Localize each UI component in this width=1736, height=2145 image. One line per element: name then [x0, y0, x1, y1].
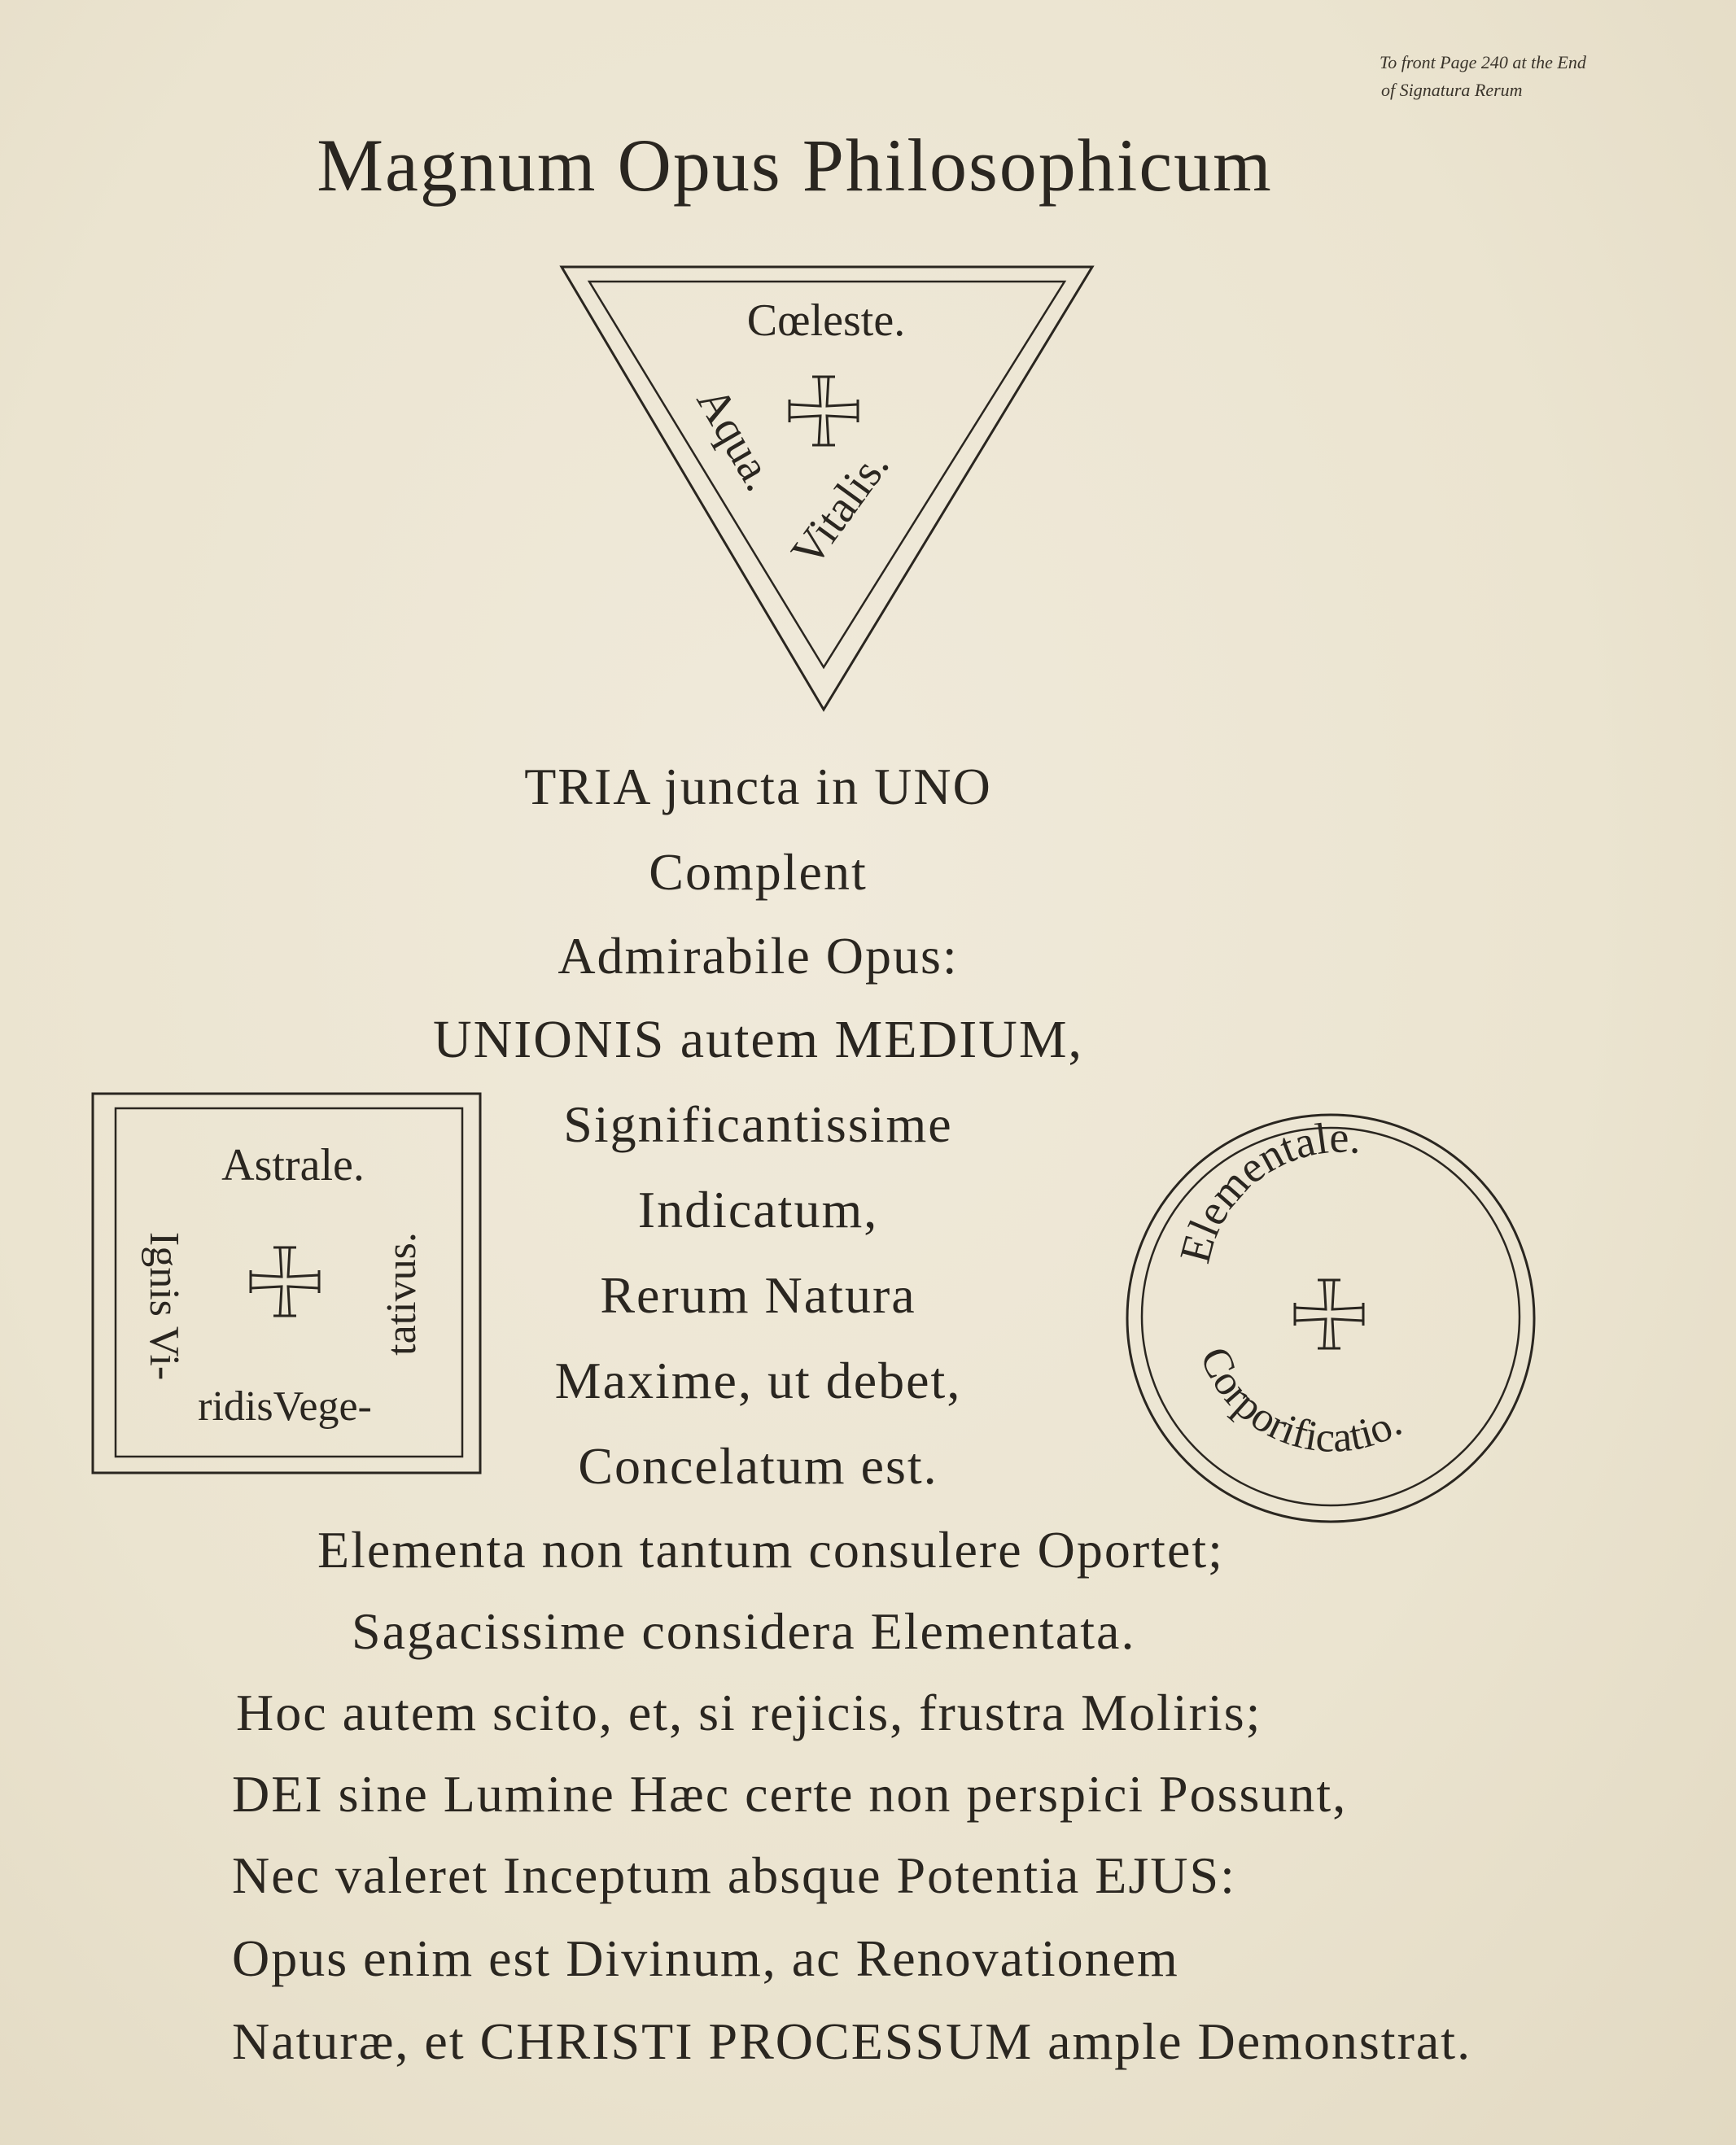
verse-line: Sagacissime considera Elementata. [352, 1602, 1136, 1660]
circle-top-arc-text: Elementale. [1170, 1112, 1364, 1268]
square-left-side-text: Ignis Vi- [141, 1231, 187, 1381]
center-line: TRIA juncta in UNO [524, 758, 992, 815]
center-line: Significantissime [563, 1095, 953, 1153]
center-line: Maxime, ut debet, [554, 1352, 962, 1409]
cross-pattee-icon [1295, 1280, 1363, 1348]
triangle-symbol [553, 260, 1107, 716]
cross-pattee-icon [251, 1247, 319, 1316]
verse-line: Hoc autem scito, et, si rejicis, frustra Moliris; [236, 1684, 1262, 1741]
triangle-top-label: Cœleste. [746, 295, 906, 346]
triangle-left-arc-text: Aqua. [686, 378, 786, 500]
square-right-side-text: tativus. [378, 1232, 425, 1356]
triangle-right-arc-text: Vitalis. [781, 440, 899, 576]
page-title: Magnum Opus Philosophicum [317, 124, 1273, 207]
verse-line: Nec valeret Inceptum absque Potentia EJUS: [232, 1846, 1236, 1904]
verse-line: DEI sine Lumine Hæc certe non perspici Possunt, [232, 1765, 1348, 1823]
center-line: UNIONIS autem MEDIUM, [432, 1010, 1084, 1069]
verse-line: Elementa non tantum consulere Oportet; [317, 1521, 1224, 1579]
circle-symbol [1119, 1107, 1542, 1530]
square-symbol [90, 1090, 488, 1481]
verse-line: Opus enim est Divinum, ac Renovationem [232, 1929, 1179, 1987]
corner-plate-note [1380, 49, 1705, 104]
square-top-label: Astrale. [221, 1140, 365, 1190]
cross-pattee-icon [789, 377, 858, 445]
corner-note-line-1: To front Page 240 at the End [1380, 52, 1586, 72]
circle-bottom-arc-text: Corporificatio. [1191, 1340, 1410, 1462]
verse-line: Naturæ, et CHRISTI PROCESSUM ample Demonstrat. [232, 2012, 1472, 2070]
center-line: Complent [649, 843, 868, 901]
corner-note-line-2: of Signatura Rerum [1381, 80, 1523, 100]
center-line: Admirabile Opus: [558, 927, 959, 985]
center-line: Concelatum est. [578, 1437, 938, 1495]
center-line: Rerum Natura [600, 1266, 916, 1324]
center-line: Indicatum, [637, 1181, 879, 1239]
square-bottom-side-text: ridisVege- [198, 1383, 372, 1430]
